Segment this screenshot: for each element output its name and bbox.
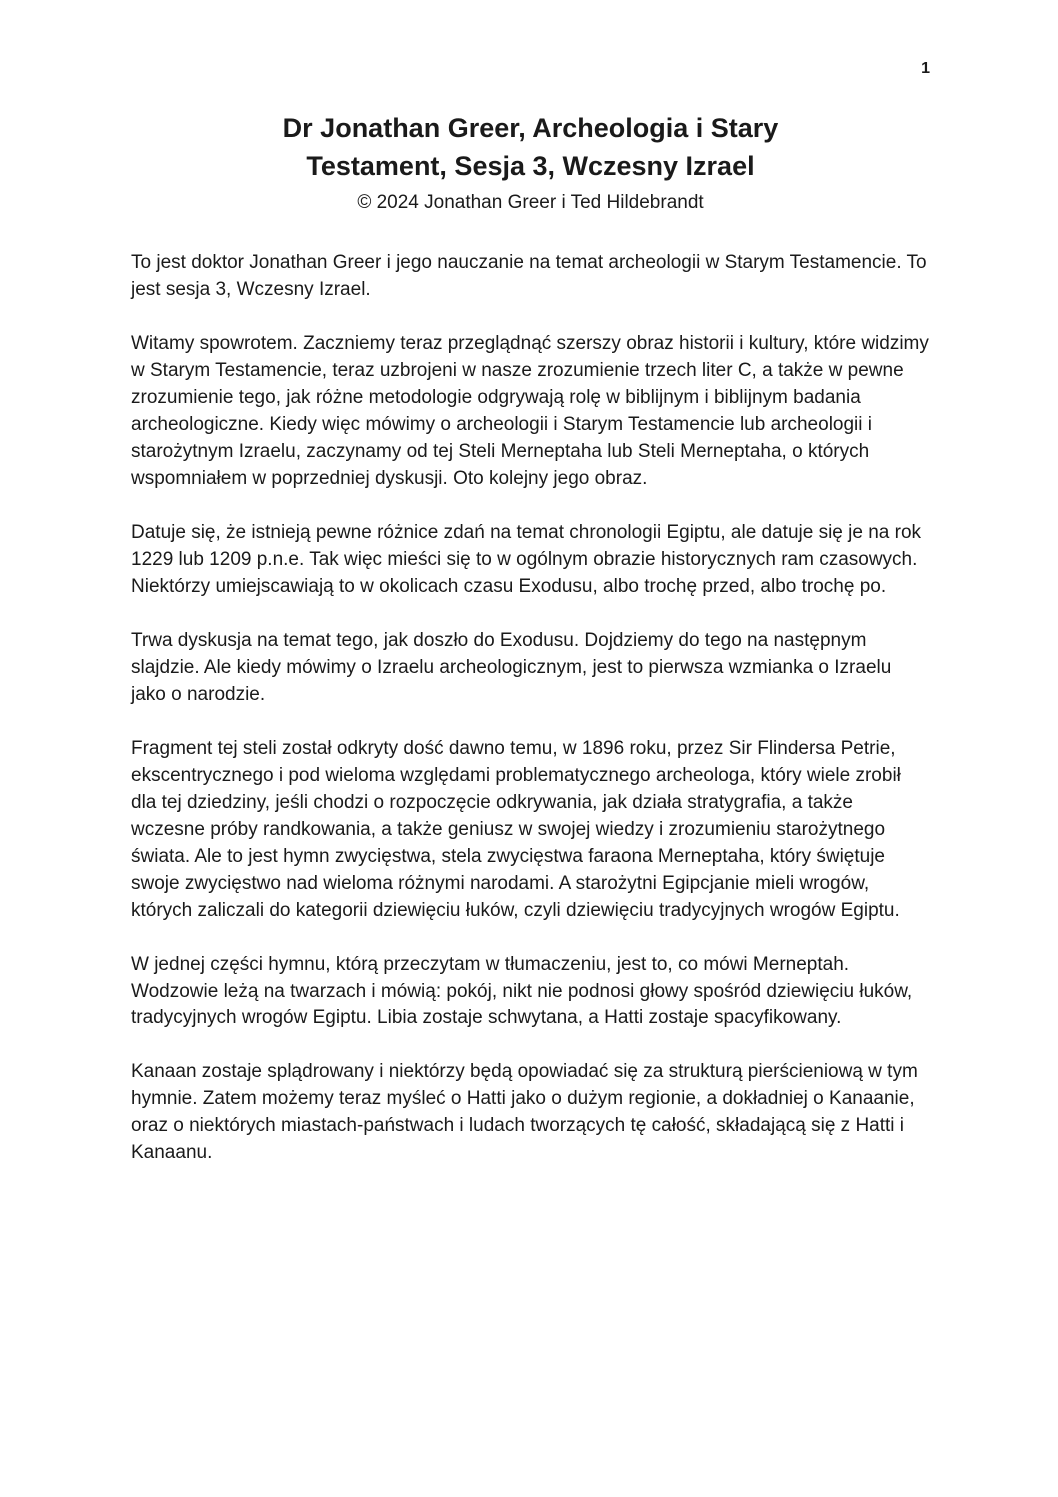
- paragraph-hymn-translation: W jednej części hymnu, którą przeczytam w tłumaczeniu, jest to, co mówi Merneptah. Wodzowie leżą na twarzach i mówią: pokój, nikt nie podnosi głowy spośród dziewięciu łuków, tradycyjnych wrogów Egiptu. Libia zostaje schwytana, a Hatti zostaje spacyfikowany.: [131, 953, 913, 1029]
- paragraph-dating: Datuje się, że istnieją pewne różnice zdań na temat chronologii Egiptu, ale datuje się je na rok 1229 lub 1209 p.n.e. Tak więc mieści się to w ogólnym obrazie historycznych ram czasowych. Niektórzy umiejscawiają to w okolicach czasu Exodusu, albo trochę przed, albo trochę po.: [131, 521, 922, 597]
- document-title-line-1: Dr Jonathan Greer, Archeologia i Stary: [282, 113, 779, 143]
- document-title: [131, 110, 930, 186]
- paragraph-exodus-discussion: Trwa dyskusja na temat tego, jak doszło do Exodusu. Dojdziemy do tego na następnym slajdzie. Ale kiedy mówimy o Izraelu archeologicznym, jest to pierwsza wzmianka o Izraelu jako o narodzie.: [131, 629, 892, 705]
- page-number: 1: [921, 60, 930, 77]
- paragraph-stele-discovery: Fragment tej steli został odkryty dość dawno temu, w 1896 roku, przez Sir Flindersa Petrie, ekscentrycznego i pod wieloma względami problematycznego archeologa, który wiele zrobił dla tej dziedziny, jeśli chodzi o rozpoczęcie odkrywania, jak działa stratygrafia, a także wczesne próby randkowania, a także geniusz w swojej wiedzy i zrozumieniu starożytnego świata. Ale to jest hymn zwycięstwa, stela zwycięstwa faraona Merneptaha, który świętuje swoje zwycięstwo nad wieloma różnymi narodami. A starożytni Egipcjanie mieli wrogów, których zaliczali do kategorii dziewięciu łuków, czyli dziewięciu tradycyjnych wrogów Egiptu.: [131, 737, 901, 921]
- copyright-line: © 2024 Jonathan Greer i Ted Hildebrandt: [357, 191, 704, 213]
- document-body: [131, 250, 930, 1167]
- paragraph-intro: To jest doktor Jonathan Greer i jego nauczanie na temat archeologii w Starym Testamencie. To jest sesja 3, Wczesny Izrael.: [131, 252, 927, 301]
- paragraph-welcome: Witamy spowrotem. Zaczniemy teraz przeglądnąć szerszy obraz historii i kultury, które widzimy w Starym Testamencie, teraz uzbrojeni w nasze zrozumienie trzech liter C, a także w pewne zrozumienie tego, jak różne metodologie odgrywają rolę w biblijnym i biblijnym badania archeologiczne. Kiedy więc mówimy o archeologii i Starym Testamencie lub archeologii i starożytnym Izraelu, zaczynamy od tej Steli Merneptaha lub Steli Merneptaha, o których wspomniałem w poprzedniej dyskusji. Oto kolejny jego obraz.: [131, 333, 929, 489]
- paragraph-canaan: Kanaan zostaje splądrowany i niektórzy będą opowiadać się za strukturą pierścieniową w tym hymnie. Zatem możemy teraz myśleć o Hatti jako o dużym regionie, a dokładniej o Kanaanie, oraz o niektórych miastach-państwach i ludach tworzących tę całość, składającą się z Hatti i Kanaanu.: [131, 1061, 918, 1164]
- document-title-line-2: Testament, Sesja 3, Wczesny Izrael: [306, 150, 755, 181]
